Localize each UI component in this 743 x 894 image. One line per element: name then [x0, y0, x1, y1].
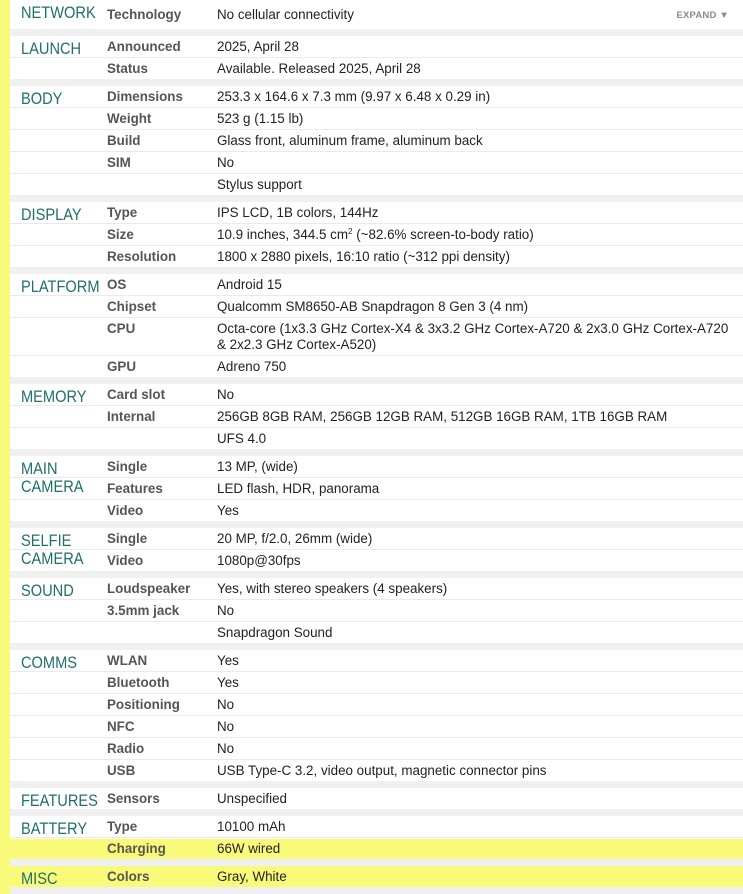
- spec-label[interactable]: Charging: [107, 841, 166, 856]
- spec-row: [10, 550, 743, 571]
- spec-label[interactable]: [107, 622, 217, 643]
- section-title[interactable]: FEATURES: [21, 791, 98, 810]
- spec-row: [10, 384, 743, 406]
- spec-value-text: No: [217, 603, 235, 618]
- spec-value: [217, 694, 743, 715]
- spec-section: [10, 202, 743, 274]
- spec-value-text: 523 g (1.15 lb): [217, 111, 304, 126]
- spec-row: [10, 36, 743, 58]
- spec-section: [10, 456, 743, 528]
- spec-row: [10, 578, 743, 600]
- spec-value: [217, 130, 743, 151]
- spec-row: [10, 428, 743, 449]
- spec-row: [10, 672, 743, 694]
- spec-row: [10, 760, 743, 781]
- spec-value-text: 253.3 x 164.6 x 7.3 mm (9.97 x 6.48 x 0.29 in): [217, 89, 491, 104]
- spec-label[interactable]: Type: [107, 819, 138, 834]
- spec-value-text: Unspecified: [217, 791, 287, 806]
- spec-row: [10, 406, 743, 428]
- spec-label[interactable]: Single: [107, 531, 148, 546]
- spec-label[interactable]: Internal: [107, 409, 156, 424]
- spec-value-text: Yes: [217, 503, 239, 518]
- section-title[interactable]: LAUNCH: [21, 39, 82, 58]
- spec-label[interactable]: Single: [107, 459, 148, 474]
- section-title[interactable]: SOUND: [21, 581, 74, 600]
- spec-row: [10, 296, 743, 318]
- spec-label[interactable]: Resolution: [107, 249, 177, 264]
- spec-row: [10, 152, 743, 174]
- spec-label[interactable]: Weight: [107, 111, 152, 126]
- section-title[interactable]: MEMORY: [21, 387, 87, 406]
- spec-label[interactable]: CPU: [107, 321, 136, 336]
- spec-label[interactable]: Build: [107, 133, 141, 148]
- spec-value-text: Adreno 750: [217, 359, 287, 374]
- spec-value-text: Qualcomm SM8650-AB Snapdragon 8 Gen 3 (4 nm): [217, 299, 529, 314]
- spec-value-text: UFS 4.0: [217, 431, 267, 446]
- spec-value: [217, 384, 743, 405]
- section-title[interactable]: BATTERY: [21, 819, 88, 838]
- spec-value-text: Yes, with stereo speakers (4 speakers): [217, 581, 448, 596]
- spec-value: [217, 318, 743, 355]
- spec-label[interactable]: NFC: [107, 719, 135, 734]
- spec-label[interactable]: Loudspeaker: [107, 581, 191, 596]
- spec-value: [217, 202, 743, 223]
- spec-label[interactable]: 3.5mm jack: [107, 603, 180, 618]
- spec-value: [217, 500, 743, 521]
- spec-section: [10, 866, 743, 894]
- spec-label[interactable]: Bluetooth: [107, 675, 170, 690]
- spec-value-text: 13 MP, (wide): [217, 459, 298, 474]
- spec-value-text: No: [217, 697, 235, 712]
- spec-value-text: 20 MP, f/2.0, 26mm (wide): [217, 531, 373, 546]
- spec-row: [10, 456, 743, 478]
- spec-section: [10, 36, 743, 86]
- spec-value-text: No: [217, 741, 235, 756]
- section-title[interactable]: SELFIE CAMERA: [21, 531, 84, 568]
- spec-value-text: No: [217, 719, 235, 734]
- spec-value-text: Available. Released 2025, April 28: [217, 61, 421, 76]
- spec-value: [217, 428, 743, 449]
- spec-label[interactable]: Radio: [107, 741, 145, 756]
- spec-row: [10, 202, 743, 224]
- spec-section: [10, 86, 743, 202]
- spec-value-text: Yes: [217, 653, 239, 668]
- spec-row: [10, 174, 743, 195]
- spec-value: [217, 58, 743, 79]
- spec-label[interactable]: Technology: [107, 7, 182, 22]
- section-title[interactable]: COMMS: [21, 653, 78, 672]
- spec-label[interactable]: OS: [107, 277, 127, 292]
- spec-label[interactable]: Colors: [107, 869, 150, 884]
- spec-label[interactable]: Chipset: [107, 299, 157, 314]
- spec-row: [10, 528, 743, 550]
- spec-label[interactable]: Card slot: [107, 387, 166, 402]
- superscript: 2: [348, 227, 353, 236]
- spec-row: [10, 274, 743, 296]
- spec-value: [217, 152, 743, 173]
- section-title[interactable]: BODY: [21, 89, 63, 108]
- spec-label[interactable]: Sensors: [107, 791, 160, 806]
- spec-label[interactable]: Features: [107, 481, 163, 496]
- spec-row: [10, 838, 743, 859]
- spec-label[interactable]: [107, 428, 217, 449]
- spec-value: [217, 816, 743, 837]
- spec-value-text: Octa-core (1x3.3 GHz Cortex-X4 & 3x3.2 GHz Cortex-A720 & 2x3.0 GHz Cortex-A720 & 2x2.3 GHz Cortex-A520): [217, 321, 729, 352]
- spec-row: [10, 224, 743, 246]
- spec-value-text: 1080p@30fps: [217, 553, 301, 568]
- spec-value-text: No: [217, 387, 235, 402]
- spec-label[interactable]: GPU: [107, 359, 137, 374]
- spec-value: [217, 246, 743, 267]
- spec-value: [217, 296, 743, 317]
- spec-value-text: LED flash, HDR, panorama: [217, 481, 380, 496]
- spec-label[interactable]: Type: [107, 205, 138, 220]
- spec-value: [217, 174, 743, 195]
- spec-value: [217, 622, 743, 643]
- spec-row: [10, 58, 743, 79]
- spec-value-text: IPS LCD, 1B colors, 144Hz: [217, 205, 379, 220]
- spec-value: [217, 650, 743, 671]
- spec-row: [10, 866, 743, 887]
- spec-value: [217, 36, 743, 57]
- spec-value-text: 2025, April 28: [217, 39, 299, 54]
- spec-value: [217, 4, 743, 25]
- spec-value: [217, 356, 743, 377]
- spec-label[interactable]: Video: [107, 503, 144, 518]
- spec-value: [217, 86, 743, 107]
- spec-row: [10, 622, 743, 643]
- spec-value: [217, 672, 743, 693]
- section-title[interactable]: PLATFORM: [21, 277, 100, 296]
- spec-value-text: USB Type-C 3.2, video output, magnetic connector pins: [217, 763, 547, 778]
- spec-row: [10, 650, 743, 672]
- spec-value-text: 256GB 8GB RAM, 256GB 12GB RAM, 512GB 16GB RAM, 1TB 16GB RAM: [217, 409, 668, 424]
- section-title[interactable]: MAIN CAMERA: [21, 459, 84, 496]
- spec-row: [10, 130, 743, 152]
- spec-value-text: Stylus support: [217, 177, 302, 192]
- spec-row: [10, 694, 743, 716]
- spec-label[interactable]: Video: [107, 553, 144, 568]
- spec-row: [10, 716, 743, 738]
- spec-value-suffix: (~82.6% screen-to-body ratio): [352, 227, 534, 242]
- spec-label[interactable]: SIM: [107, 155, 131, 170]
- specs-table: [10, 0, 743, 888]
- spec-row: [10, 788, 743, 809]
- spec-value: [217, 528, 743, 549]
- spec-label[interactable]: Status: [107, 61, 148, 76]
- spec-row: [10, 738, 743, 760]
- spec-value-text: 1800 x 2880 pixels, 16:10 ratio (~312 ppi density): [217, 249, 510, 264]
- expand-button[interactable]: EXPAND ▼: [676, 10, 729, 21]
- spec-value-text: Yes: [217, 675, 239, 690]
- spec-section: [10, 384, 743, 456]
- spec-value-text: 66W wired: [217, 841, 281, 856]
- spec-value-text: Glass front, aluminum frame, aluminum back: [217, 133, 483, 148]
- spec-section: [10, 578, 743, 650]
- section-title[interactable]: DISPLAY: [21, 205, 82, 224]
- spec-value: [217, 760, 743, 781]
- spec-row: [10, 0, 743, 29]
- spec-label[interactable]: WLAN: [107, 653, 148, 668]
- spec-section: [10, 528, 743, 578]
- spec-value-text: 10100 mAh: [217, 819, 286, 834]
- spec-value-text: 10.9 inches, 344.5 cm: [217, 227, 349, 242]
- spec-label[interactable]: [107, 174, 217, 195]
- spec-row: [10, 356, 743, 377]
- spec-value: [217, 456, 743, 477]
- spec-row: [10, 816, 743, 838]
- spec-label[interactable]: USB: [107, 763, 136, 778]
- spec-value-text: Gray, White: [217, 869, 287, 884]
- spec-section: [10, 816, 743, 866]
- spec-value: [217, 478, 743, 499]
- spec-row: [10, 600, 743, 622]
- spec-section: [10, 274, 743, 384]
- spec-value: [217, 578, 743, 599]
- spec-label[interactable]: Dimensions: [107, 89, 183, 104]
- spec-value-text: Android 15: [217, 277, 282, 292]
- spec-label[interactable]: Positioning: [107, 697, 180, 712]
- spec-row: [10, 86, 743, 108]
- spec-row: [10, 478, 743, 500]
- spec-value: [217, 600, 743, 621]
- spec-row: [10, 500, 743, 521]
- spec-section: [10, 650, 743, 788]
- spec-value: [217, 838, 743, 859]
- spec-value-text: No cellular connectivity: [217, 7, 354, 22]
- spec-value: [217, 788, 743, 809]
- spec-section: [10, 788, 743, 816]
- spec-label[interactable]: Announced: [107, 39, 181, 54]
- spec-label[interactable]: Size: [107, 227, 134, 242]
- spec-value: [217, 716, 743, 737]
- spec-row: [10, 246, 743, 267]
- spec-value: [217, 274, 743, 295]
- spec-value-text: Snapdragon Sound: [217, 625, 333, 640]
- spec-value: [217, 224, 743, 245]
- spec-row: [10, 108, 743, 130]
- spec-section: [10, 0, 743, 36]
- section-title[interactable]: MISC: [21, 869, 58, 888]
- spec-value: [217, 406, 743, 427]
- spec-value: [217, 738, 743, 759]
- spec-value: [217, 550, 743, 571]
- spec-value-text: No: [217, 155, 235, 170]
- spec-value: [217, 108, 743, 129]
- spec-value: [217, 866, 743, 887]
- section-title[interactable]: NETWORK: [21, 3, 96, 22]
- spec-row: [10, 318, 743, 356]
